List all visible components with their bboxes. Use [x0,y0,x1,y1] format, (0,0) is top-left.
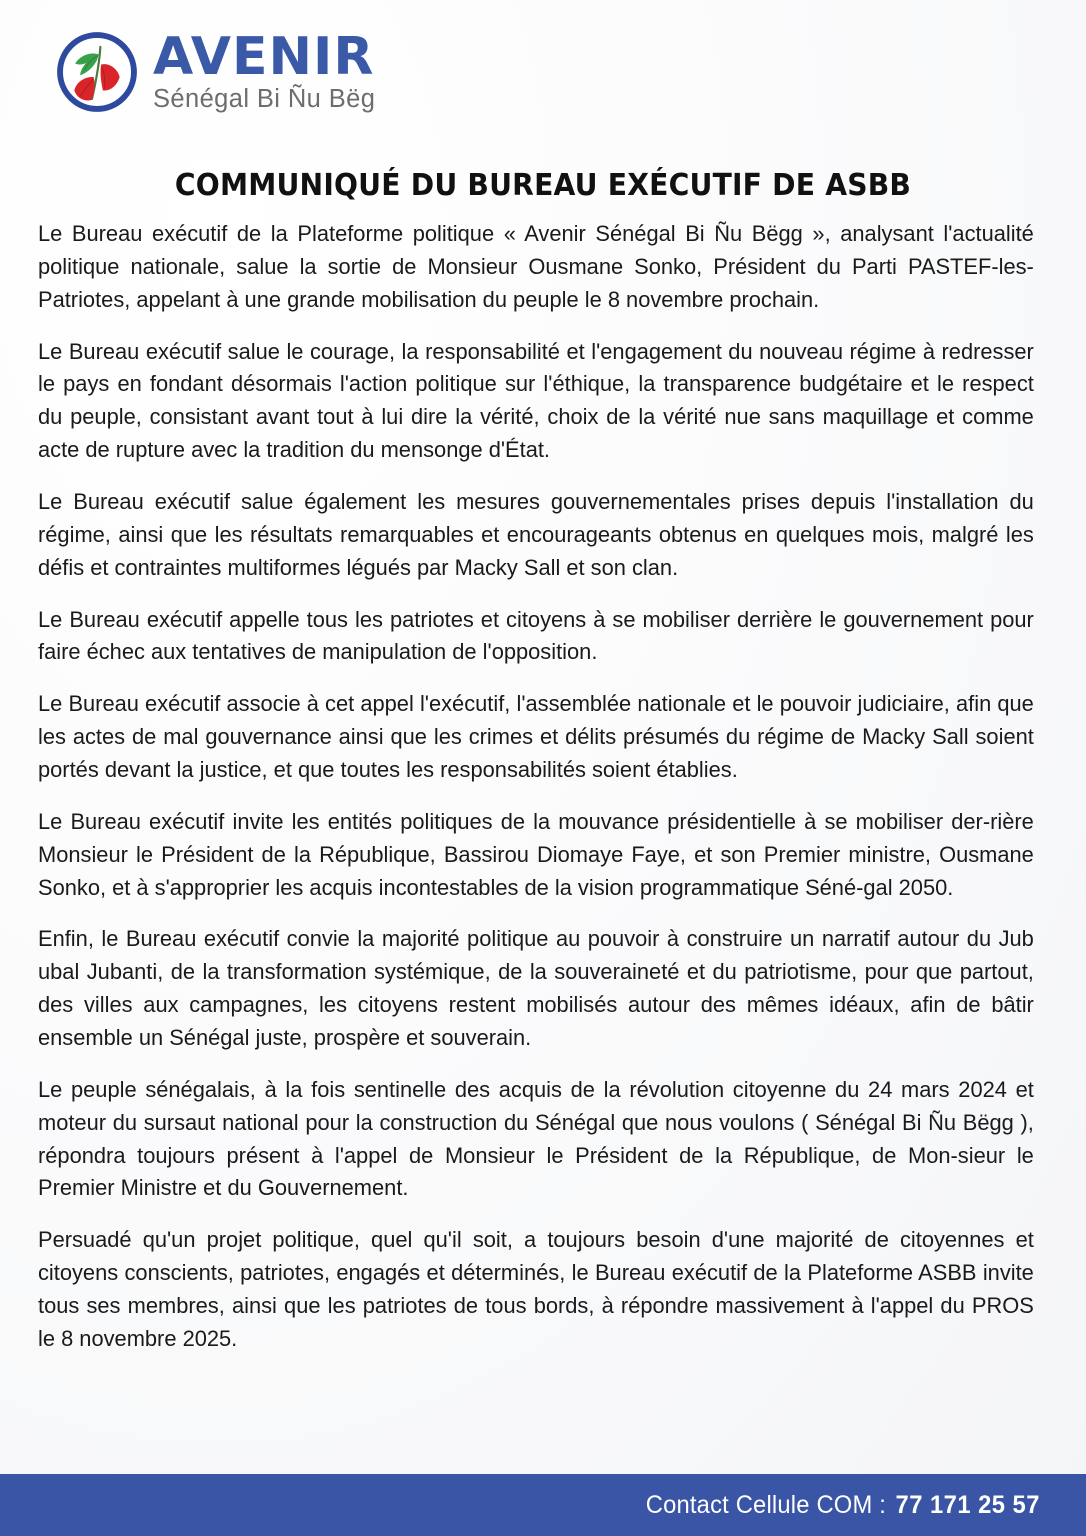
brand-tagline: Sénégal Bi Ñu Bëg [153,84,376,113]
paragraph: Le Bureau exécutif appelle tous les patriotes et citoyens à se mobiliser derrière le gouvernement pour faire échec aux tentatives de manipulation de l'opposition. [38,606,1034,665]
paragraph: Le Bureau exécutif salue également les mesures gouvernementales prises depuis l'installation du régime, ainsi que les résultats remarquables et encourageants obtenus en quelques mois, malgré les défis et contraintes multiformes légués par Macky Sall et son clan. [38,489,1034,580]
paragraph: Le Bureau exécutif salue le courage, la responsabilité et l'engagement du nouveau régime à redresser le pays en fondant désormais l'action politique sur l'éthique, la transparence budgétaire et le respect du peuple, consistant avant tout à lui dire la vérité, choix de la vérité nue sans maquillage et comme acte de rupture avec la tradition du mensonge d'État. [38,338,1034,463]
brand-wordmark [153,26,376,113]
avenir-leaf-emblem-icon [55,30,139,114]
paragraph: Persuadé qu'un projet politique, quel qu'il soit, a toujours besoin d'une majorité de citoyennes et citoyens conscients, patriotes, engagés et déterminés, le Bureau exécutif de la Plateforme ASBB invite tous ses membres, ainsi que les patriotes de tous bords, à répondre massivement à l'appel du PROS le 8 novembre 2025. [38,1227,1034,1351]
paragraph: Enfin, le Bureau exécutif convie la majorité politique au pouvoir à construire un narratif autour du Jub ubal Jubanti, de la transformation systémique, de la souveraineté et du patriotisme, pour que partout, des villes aux campagnes, les citoyens restent mobilisés autour des mêmes idéaux, afin de bâtir ensemble un Sénégal juste, prospère et souverain. [38,926,1034,1051]
brand-name: AVENIR [153,26,375,87]
brand-header [55,26,376,114]
contact-label: Contact Cellule COM : [645,1490,887,1519]
paragraph: Le Bureau exécutif associe à cet appel l'exécutif, l'assemblée nationale et le pouvoir judiciaire, afin que les actes de mal gouvernance ainsi que les crimes et délits présumés du régime de Macky Sall soient portés devant la justice, et que toutes les responsabilités soient établies. [38,691,1034,783]
paragraph: Le Bureau exécutif invite les entités politiques de la mouvance présidentielle à se mobiliser der-rière Monsieur le Président de la République, Bassirou Diomaye Faye, et son Premier ministre, Ousmane Sonko, et à s'approprier les acquis incontestables de la vision programmatique Séné-gal 2050. [38,808,1034,900]
contact-phone[interactable]: 77 171 25 57 [895,1490,1040,1519]
contact-footer-text [646,1491,1040,1520]
paragraph: Le Bureau exécutif de la Plateforme politique « Avenir Sénégal Bi Ñu Bëgg », analysant l'actualité politique nationale, salue la sortie de Monsieur Ousmane Sonko, Président du Parti PASTEF-les-Patriotes, appelant à une grande mobilisation du peuple le 8 novembre prochain. [38,221,1034,312]
paragraph: Le peuple sénégalais, à la fois sentinelle des acquis de la révolution citoyenne du 24 mars 2024 et moteur du sursaut national pour la construction du Sénégal que nous voulons ( Sénégal Bi Ñu Bëgg ), répondra toujours présent à l'appel de Monsieur le Président de la République, de Mon-sieur le Premier Ministre et du Gouvernement. [38,1076,1034,1201]
page-title: COMMUNIQUÉ DU BUREAU EXÉCUTIF DE ASBB [174,168,912,204]
communique-body [38,218,1049,1356]
contact-footer-bar [0,1474,1086,1536]
